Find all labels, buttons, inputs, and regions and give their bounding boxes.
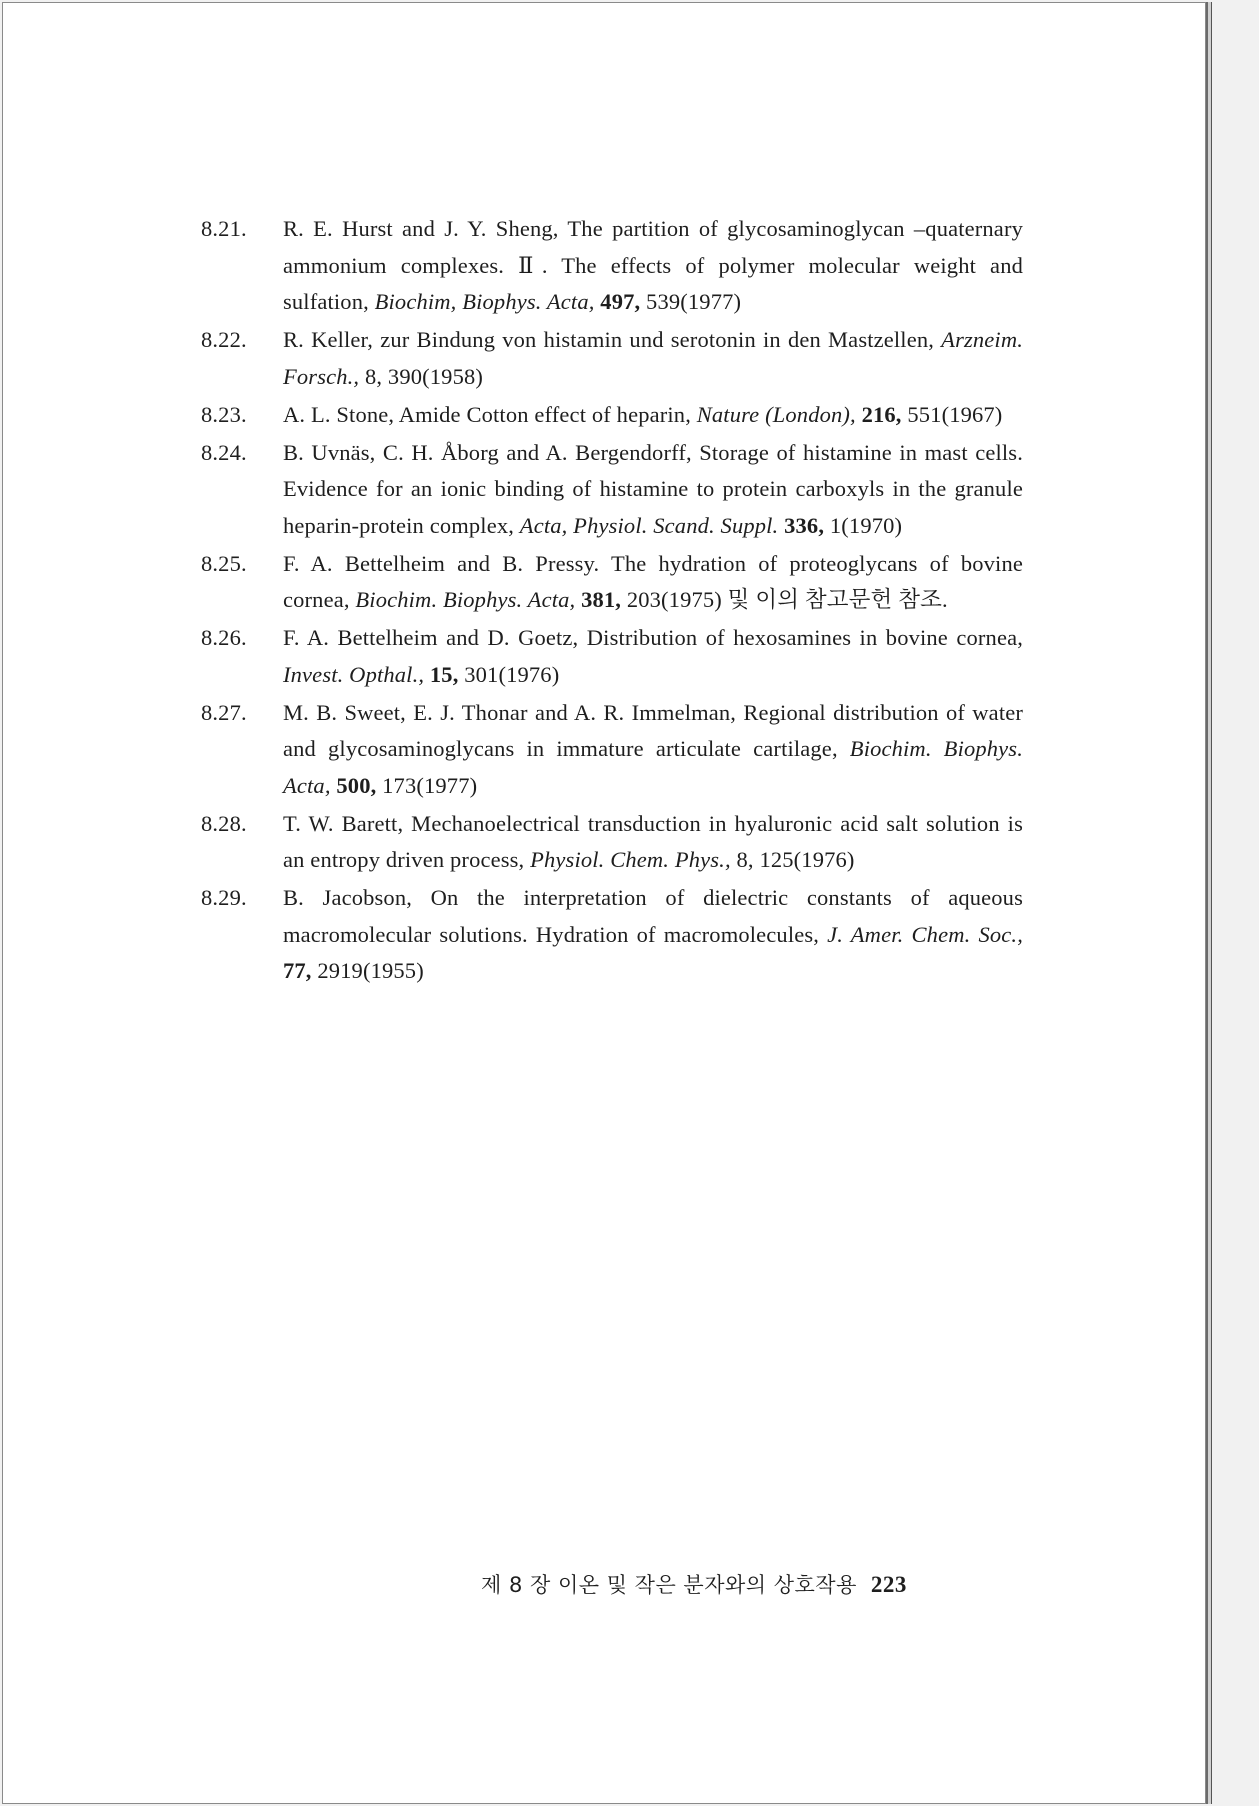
reference-text <box>283 440 1023 538</box>
reference-number: 8.23. <box>201 401 247 427</box>
citation-text: T. W. Barett, Mechanoelectrical transduction in hyaluronic acid salt solution is an entropy driven process, <box>283 810 1023 872</box>
journal-name: Acta, Physiol. Scand. Suppl. <box>519 512 779 538</box>
volume-number: 497, <box>600 289 641 314</box>
citation-text: F. A. Bettelheim and B. Pressy. The hydration of proteoglycans of bovine cornea, <box>283 550 1023 612</box>
reference-text <box>283 402 1002 427</box>
citation-text: B. Uvnäs, C. H. Åborg and A. Bergendorff, Storage of histamine in mast cells. Evidence for an ionic binding of histamine to protein carboxyls in the granule heparin-protein complex, <box>283 439 1023 538</box>
citation-text: 551(1967) <box>901 401 1003 427</box>
page-number: 223 <box>870 1572 907 1597</box>
reference-entry <box>201 211 1023 321</box>
reference-number: 8.24. <box>201 439 247 465</box>
reference-entry <box>201 322 1023 395</box>
reference-text <box>283 551 1023 613</box>
reference-text <box>283 811 1023 873</box>
reference-entry <box>201 620 1023 693</box>
reference-entry <box>201 806 1023 879</box>
journal-name: Invest. Opthal., <box>283 661 425 687</box>
citation-text: F. A. Bettelheim and D. Goetz, Distribution of hexosamines in bovine cornea, <box>283 625 1023 650</box>
citation-text: 2919(1955) <box>311 958 424 983</box>
reference-text <box>283 216 1023 314</box>
volume-number: 77, <box>283 958 312 983</box>
volume-number: 336, <box>784 512 825 538</box>
document-page <box>2 2 1206 1804</box>
reference-text <box>283 885 1023 983</box>
reference-entry <box>201 695 1023 805</box>
journal-name: Nature (London), <box>696 401 856 427</box>
citation-text: B. Jacobson, On the interpretation of dielectric constants of aqueous macromolecular solutions. Hydration of macromolecules, <box>283 885 1023 947</box>
journal-name: Biochim, Biophys. Acta, <box>374 289 595 314</box>
journal-name: Biochim. Biophys. Acta, <box>355 587 576 612</box>
citation-text: 8, 390(1958) <box>359 363 484 389</box>
reference-number: 8.28. <box>201 810 247 836</box>
citation-text: 301(1976) <box>458 661 560 687</box>
reference-entry <box>201 397 1023 434</box>
volume-number: 15, <box>429 661 459 687</box>
citation-text: 539(1977) <box>640 289 742 314</box>
citation-text: 203(1975) 및 이의 참고문헌 참조. <box>621 587 948 612</box>
reference-number: 8.22. <box>201 327 247 352</box>
citation-text: A. L. Stone, Amide Cotton effect of heparin, <box>283 401 697 427</box>
reference-number: 8.26. <box>201 625 247 650</box>
reference-number: 8.29. <box>201 885 247 910</box>
journal-name: J. Amer. Chem. Soc., <box>827 921 1023 947</box>
citation-text: 1(1970) <box>824 512 903 538</box>
page-footer <box>481 1569 995 1601</box>
reference-entry <box>201 546 1023 619</box>
volume-number: 216, <box>861 401 902 427</box>
volume-number: 500, <box>336 772 377 798</box>
volume-number: 381, <box>581 587 622 612</box>
reference-text <box>283 327 1023 389</box>
citation-text: 173(1977) <box>376 772 478 798</box>
citation-text: R. E. Hurst and J. Y. Sheng, The partition of glycosaminoglycan –quaternary ammonium complexes. Ⅱ. The effects of polymer molecular weight and sulfation, <box>283 216 1023 314</box>
reference-text <box>283 700 1023 798</box>
reference-number: 8.27. <box>201 699 247 725</box>
reference-list <box>201 211 1023 991</box>
journal-name: Physiol. Chem. Phys., <box>530 847 731 872</box>
journal-name: Biochim. Biophys. Acta, <box>283 736 1023 798</box>
reference-number: 8.21. <box>201 216 247 241</box>
running-chapter-title: 제 8 장 이온 및 작은 분자와의 상호작용 <box>481 1573 857 1597</box>
reference-entry <box>201 435 1023 545</box>
citation-text: M. B. Sweet, E. J. Thonar and A. R. Immelman, Regional distribution of water and glycosaminoglycans in immature articulate cartilage, <box>283 699 1023 761</box>
reference-text <box>283 625 1023 687</box>
reference-number: 8.25. <box>201 550 247 576</box>
journal-name: Arzneim. Forsch., <box>283 327 1023 389</box>
citation-text: R. Keller, zur Bindung von histamin und serotonin in den Mastzellen, <box>283 327 942 352</box>
reference-entry <box>201 880 1023 990</box>
citation-text: 8, 125(1976) <box>730 847 855 872</box>
